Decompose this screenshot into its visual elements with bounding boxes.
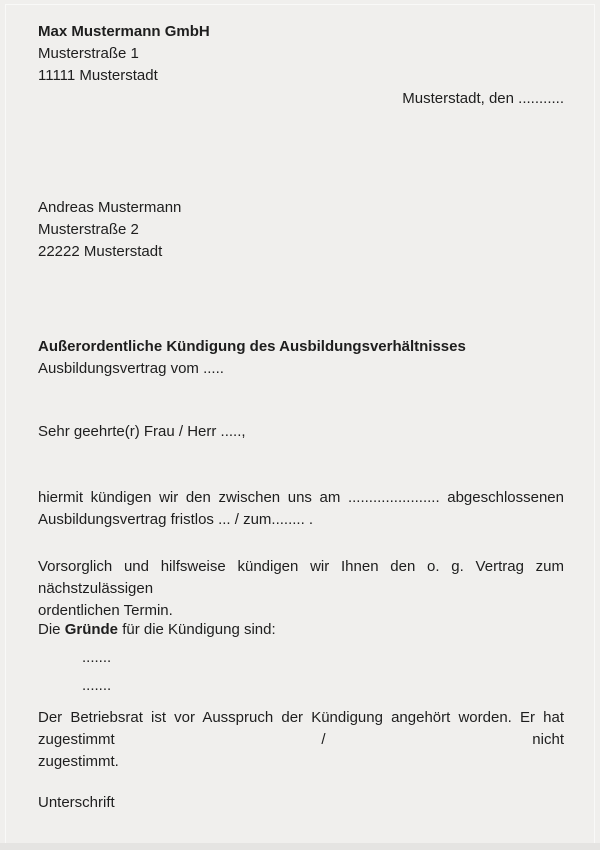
sender-block	[38, 21, 564, 87]
sender-name: Max Mustermann GmbH	[38, 23, 210, 40]
works-council-paragraph	[38, 707, 564, 773]
reasons-intro-keyword: Gründe	[64, 621, 119, 638]
paragraph-line: zugestimmt.	[38, 753, 119, 770]
reasons-intro	[38, 619, 564, 641]
subject-block	[38, 336, 564, 380]
paragraph-line: Ausbildungsvertrag fristlos ... / zum........ .	[38, 511, 314, 528]
salutation: Sehr geehrte(r) Frau / Herr .....,	[38, 423, 246, 440]
page-bottom-edge	[0, 843, 600, 850]
reason-placeholder: .......	[82, 677, 112, 694]
signature-label: Unterschrift	[38, 794, 115, 811]
paragraph-precautionary	[38, 556, 564, 622]
recipient-name: Andreas Mustermann	[38, 199, 182, 216]
sender-city: 11111 Musterstadt	[38, 67, 158, 84]
paragraph-line: hiermit kündigen wir den zwischen uns am ...................... abgeschlossenen	[38, 489, 564, 506]
reasons-intro-prefix: Die	[38, 621, 65, 638]
sender-street: Musterstraße 1	[38, 45, 139, 62]
recipient-street: Musterstraße 2	[38, 221, 139, 238]
reasons-block	[38, 619, 564, 697]
paragraph-line: Der Betriebsrat ist vor Ausspruch der Kündigung angehört worden. Er hat zugestimmt / nicht	[38, 709, 564, 748]
date-line: Musterstadt, den ...........	[402, 90, 564, 107]
paragraph-line: Vorsorglich und hilfsweise kündigen wir Ihnen den o. g. Vertrag zum nächstzulässigen	[38, 558, 564, 597]
paragraph-termination	[38, 487, 564, 531]
subject-subtitle: Ausbildungsvertrag vom .....	[38, 360, 224, 377]
reasons-intro-suffix: für die Kündigung sind:	[118, 621, 276, 638]
reason-placeholder: .......	[82, 649, 112, 666]
subject-title: Außerordentliche Kündigung des Ausbildungsverhältnisses	[38, 338, 466, 355]
paragraph-line: ordentlichen Termin.	[38, 602, 173, 619]
recipient-block	[38, 197, 564, 263]
recipient-city: 22222 Musterstadt	[38, 243, 163, 260]
